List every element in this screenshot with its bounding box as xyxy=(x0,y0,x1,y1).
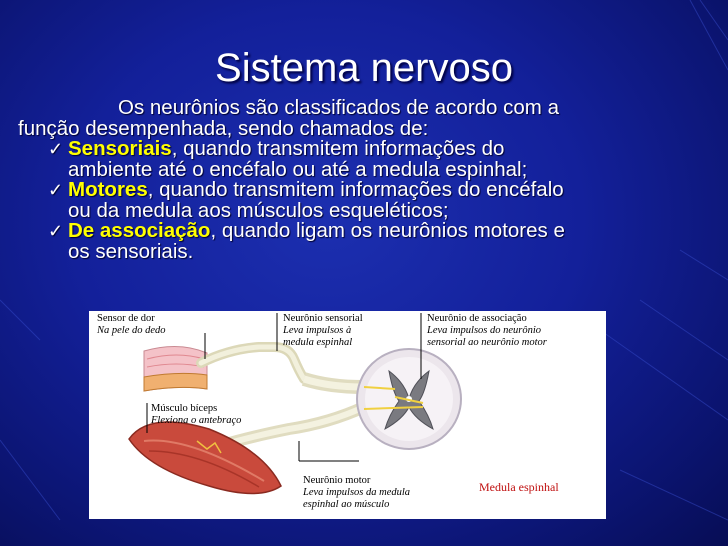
slide-body xyxy=(18,96,688,263)
bullet-term: De associação xyxy=(68,219,211,242)
bullet-motores xyxy=(48,180,688,221)
bullet-text: , quando ligam os neurônios motores e xyxy=(210,219,565,242)
bullet-term: Motores xyxy=(68,178,148,201)
intro-paragraph xyxy=(18,96,688,140)
bullet-text: , quando transmitem informações do xyxy=(171,137,505,160)
skin-sample xyxy=(144,346,207,391)
checkmark-icon: ✓ xyxy=(48,180,64,200)
bullet-text-line2: os sensoriais. xyxy=(68,239,194,263)
reflex-arc-figure xyxy=(89,311,606,519)
label-motor-neuron: Neurônio motor Leva impulsos da medula espinhal ao músculo xyxy=(303,475,411,510)
intro-line-2: função desempenhada, sendo chamados de: xyxy=(18,116,429,140)
checkmark-icon: ✓ xyxy=(48,139,64,159)
bullet-term: Sensoriais xyxy=(68,137,172,160)
label-sensor: Sensor de dor Na pele do dedo xyxy=(97,313,166,336)
bullet-text-line2: ambiente até o encéfalo ou até a medula espinhal; xyxy=(68,157,528,181)
label-sensory-neuron: Neurônio sensorial Leva impulsos à medula espinhal xyxy=(283,313,363,348)
intro-line-1: Os neurônios são classificados de acordo com a xyxy=(118,96,559,119)
bullet-sensoriais xyxy=(48,139,688,180)
checkmark-icon: ✓ xyxy=(48,221,64,241)
bullet-associacao xyxy=(48,221,688,262)
label-spinal-cord: Medula espinhal xyxy=(479,480,559,494)
slide-title: Sistema nervoso xyxy=(215,46,513,90)
bullet-text: , quando transmitem informações do encéfalo xyxy=(147,178,564,201)
label-association-neuron: Neurônio de associação Leva impulsos do neurônio sensorial ao neurônio motor xyxy=(427,313,547,348)
bullet-text-line2: ou da medula aos músculos esqueléticos; xyxy=(68,198,449,222)
spinal-cord xyxy=(357,349,461,449)
label-biceps: Músculo bíceps Flexiona o antebraço xyxy=(151,403,242,426)
